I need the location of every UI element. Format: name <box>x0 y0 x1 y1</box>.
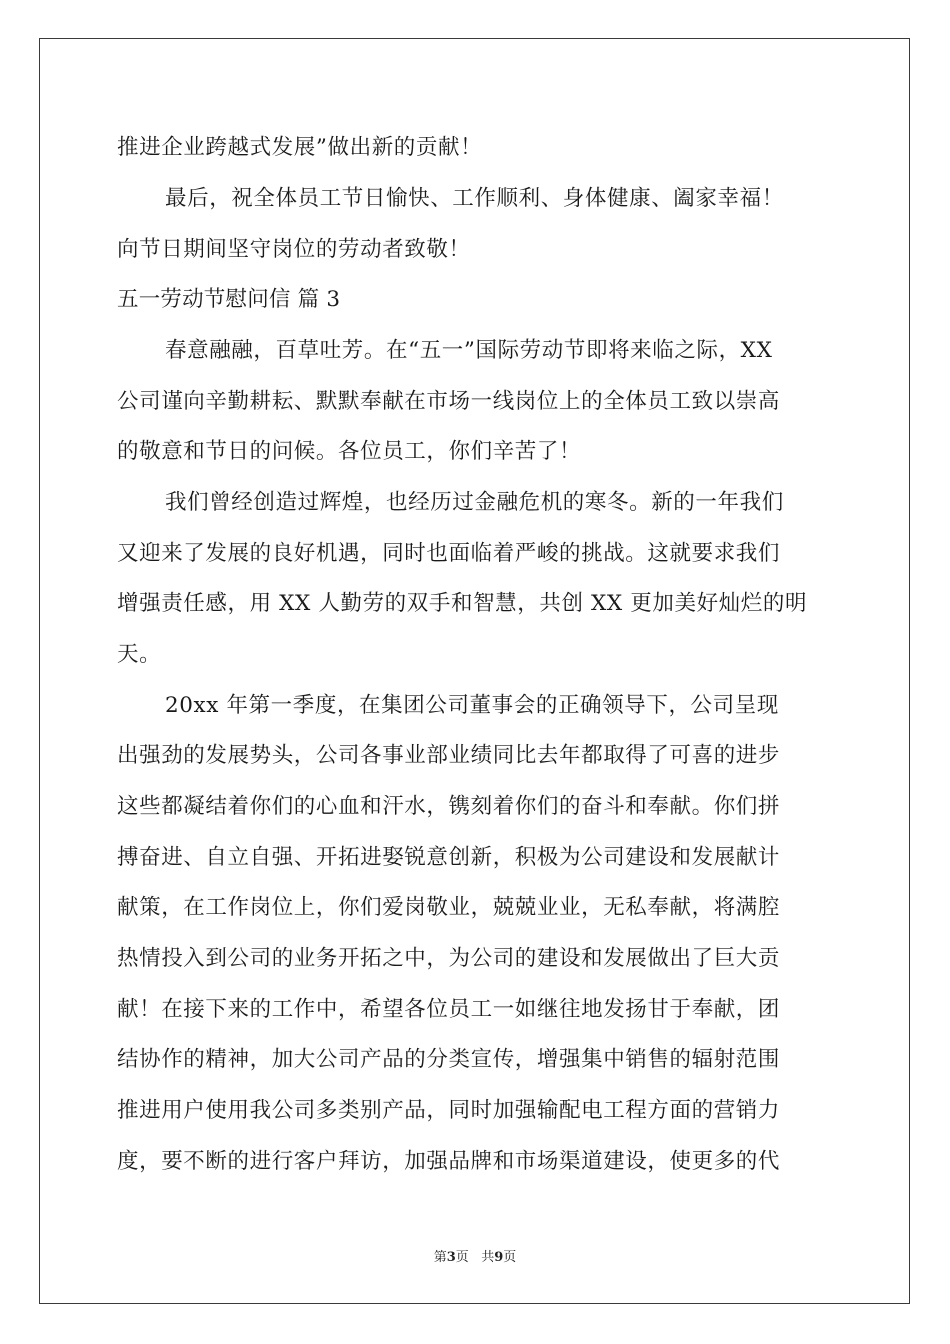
page-footer <box>0 1246 950 1265</box>
footer-mid: 页 共 <box>455 1250 495 1265</box>
paragraph-line: 出强劲的发展势头，公司各事业部业绩同比去年都取得了可喜的进步 <box>117 743 781 768</box>
paragraph-line: 的敬意和节日的问候。各位员工，你们辛苦了！ <box>117 439 582 464</box>
section-heading: 五一劳动节慰问信 篇 3 <box>117 287 341 312</box>
paragraph-line: 最后，祝全体员工节日愉快、工作顺利、身体健康、阖家幸福！ <box>165 186 784 211</box>
paragraph-line: 天。 <box>117 642 162 667</box>
footer-prefix: 第 <box>433 1250 447 1265</box>
paragraph-line: 推进企业跨越式发展”做出新的贡献！ <box>117 135 483 160</box>
paragraph-line: 我们曾经创造过辉煌，也经历过金融危机的寒冬。新的一年我们 <box>165 490 784 515</box>
paragraph-line: 搏奋进、自立自强、开拓进娶锐意创新，积极为公司建设和发展献计 <box>117 845 781 870</box>
paragraph-line: 公司谨向辛勤耕耘、默默奉献在市场一线岗位上的全体员工致以崇高 <box>117 389 781 414</box>
paragraph-line: 献！在接下来的工作中，希望各位员工一如继往地发扬甘于奉献，团 <box>117 997 781 1022</box>
paragraph-line: 推进用户使用我公司多类别产品，同时加强输配电工程方面的营销力 <box>117 1098 781 1123</box>
current-page-number: 3 <box>446 1250 456 1265</box>
paragraph-line: 20xx 年第一季度，在集团公司董事会的正确领导下，公司呈现 <box>165 693 779 718</box>
paragraph-line: 热情投入到公司的业务开拓之中，为公司的建设和发展做出了巨大贡 <box>117 946 781 971</box>
paragraph-line: 度，要不断的进行客户拜访，加强品牌和市场渠道建设，使更多的代 <box>117 1149 781 1174</box>
paragraph-line: 增强责任感，用 XX 人勤劳的双手和智慧，共创 XX 更加美好灿烂的明 <box>117 591 808 616</box>
paragraph-line: 这些都凝结着你们的心血和汗水，镌刻着你们的奋斗和奉献。你们拼 <box>117 794 781 819</box>
paragraph-line: 向节日期间坚守岗位的劳动者致敬！ <box>117 237 471 262</box>
paragraph-line: 结协作的精神，加大公司产品的分类宣传，增强集中销售的辐射范围 <box>117 1047 781 1072</box>
footer-suffix: 页 <box>503 1250 517 1265</box>
paragraph-line: 春意融融，百草吐芳。在“五一”国际劳动节即将来临之际，XX <box>165 338 773 363</box>
paragraph-line: 又迎来了发展的良好机遇，同时也面临着严峻的挑战。这就要求我们 <box>117 541 781 566</box>
total-page-number: 9 <box>494 1250 504 1265</box>
paragraph-line: 献策，在工作岗位上，你们爱岗敬业，兢兢业业，无私奉献，将满腔 <box>117 895 781 920</box>
